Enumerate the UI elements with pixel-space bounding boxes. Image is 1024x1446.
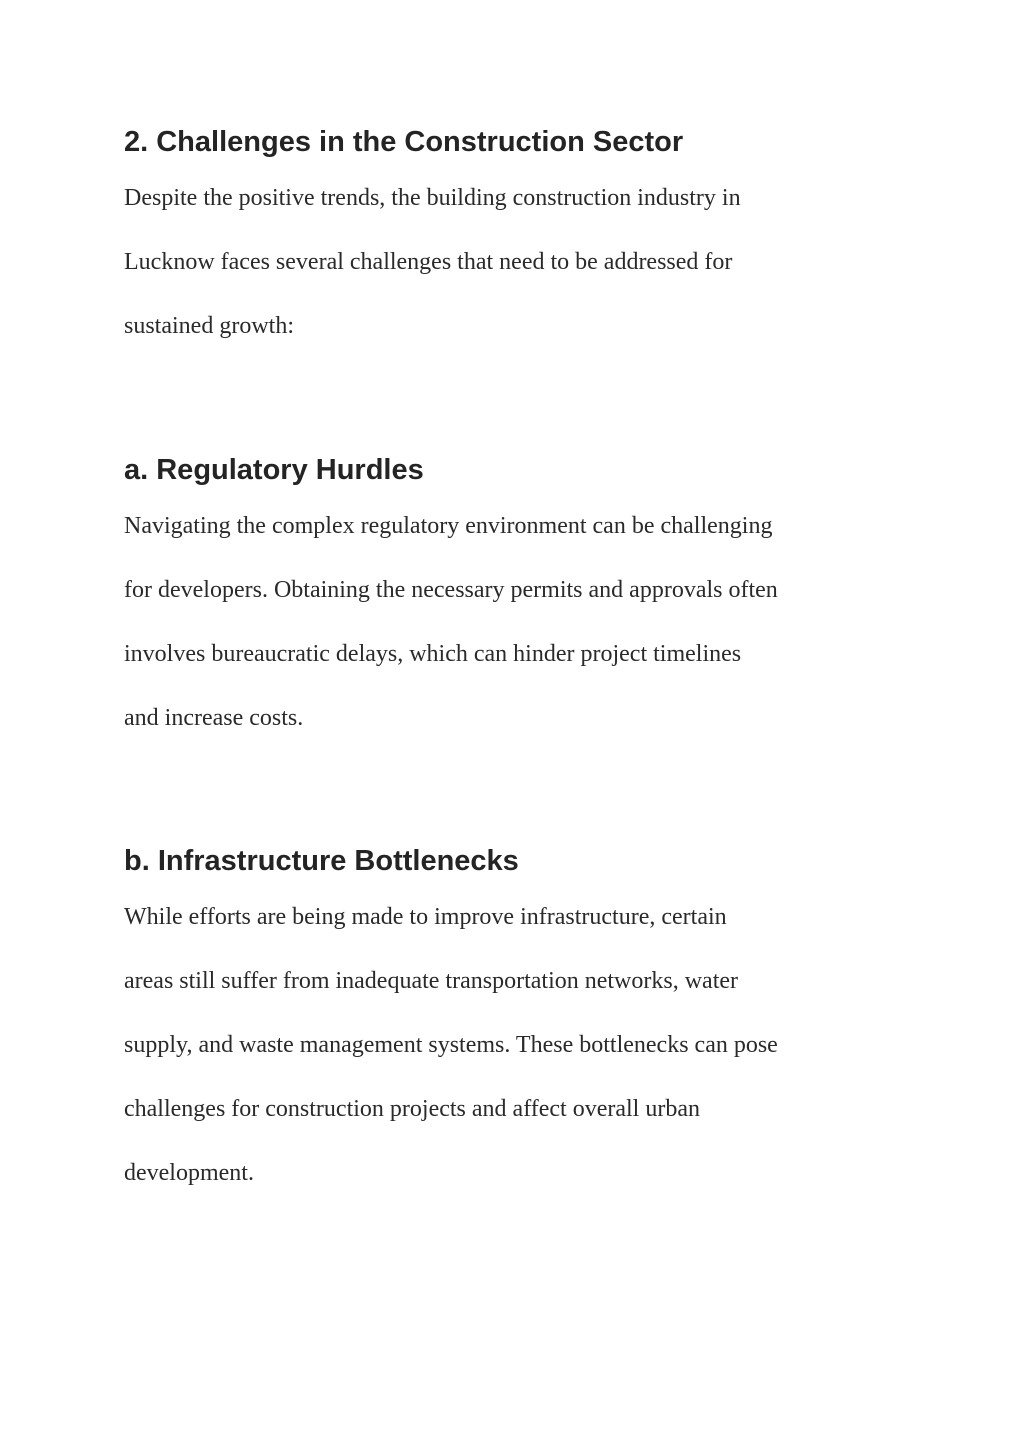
section-paragraph-challenges bbox=[124, 166, 924, 358]
paragraph-line: and increase costs. bbox=[124, 705, 304, 731]
paragraph-line: Navigating the complex regulatory environment can be challenging bbox=[124, 513, 773, 539]
paragraph-line: Lucknow faces several challenges that need to be addressed for bbox=[124, 249, 733, 275]
section-heading-infrastructure-bottlenecks: b. Infrastructure Bottlenecks bbox=[124, 845, 519, 877]
paragraph-line: challenges for construction projects and affect overall urban bbox=[124, 1096, 700, 1122]
paragraph-line: supply, and waste management systems. These bottlenecks can pose bbox=[124, 1032, 778, 1058]
section-paragraph-infrastructure-bottlenecks bbox=[124, 885, 924, 1205]
paragraph-line: sustained growth: bbox=[124, 313, 294, 339]
paragraph-line: Despite the positive trends, the building construction industry in bbox=[124, 185, 741, 211]
paragraph-line: development. bbox=[124, 1160, 254, 1186]
section-paragraph-regulatory-hurdles bbox=[124, 494, 924, 750]
paragraph-line: involves bureaucratic delays, which can hinder project timelines bbox=[124, 641, 742, 667]
paragraph-line: areas still suffer from inadequate transportation networks, water bbox=[124, 968, 739, 994]
section-heading-regulatory-hurdles: a. Regulatory Hurdles bbox=[124, 454, 424, 486]
paragraph-line: for developers. Obtaining the necessary permits and approvals often bbox=[124, 577, 778, 603]
section-heading-challenges: 2. Challenges in the Construction Sector bbox=[124, 126, 684, 158]
paragraph-line: While efforts are being made to improve infrastructure, certain bbox=[124, 904, 727, 930]
